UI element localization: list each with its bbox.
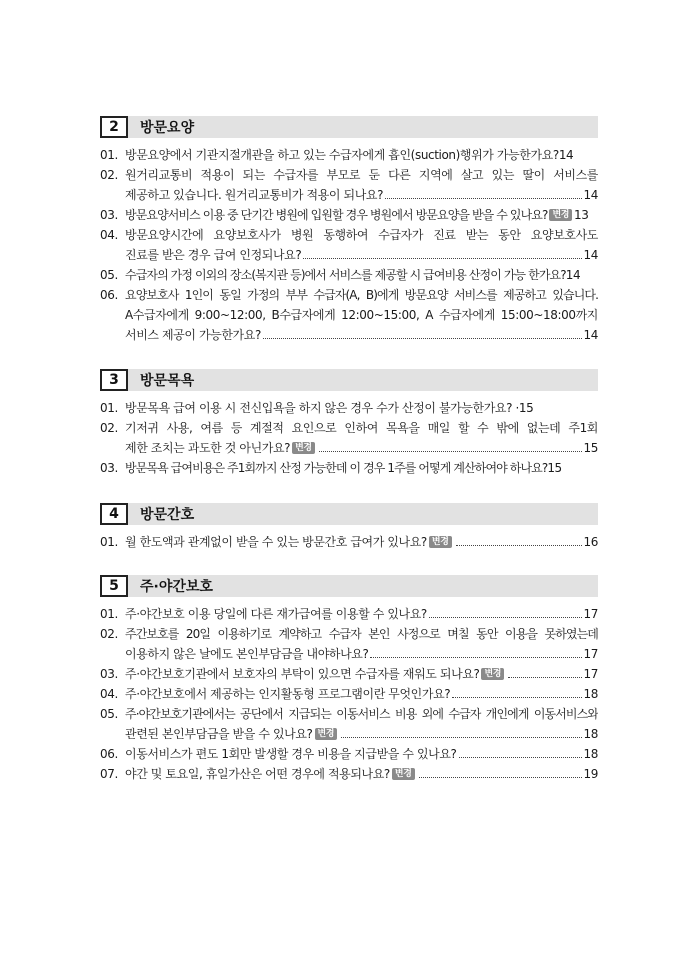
- toc-item-list: [100, 604, 598, 784]
- section-number: 2: [100, 116, 128, 138]
- toc-item-body: [125, 205, 598, 225]
- section-home-care: [100, 116, 598, 345]
- toc-item-text: 주간보호를 20일 이용하기로 계약하고 수급자 본인 사정으로 며칠 동안 이용을 못하였는데: [125, 627, 598, 641]
- dot-leader: [452, 696, 581, 698]
- toc-item-line: [125, 225, 598, 245]
- toc-item[interactable]: [100, 418, 598, 458]
- toc-item-body: [125, 418, 598, 458]
- toc-item-line: [125, 418, 598, 438]
- changed-badge: 변경: [429, 536, 452, 548]
- toc-item-text: 관련된 본인부담금을 받을 수 있나요?: [125, 727, 313, 741]
- toc-item-list: [100, 145, 598, 345]
- toc-item-line: [125, 145, 598, 165]
- toc-item-text: 주·야간보호기관에서는 공단에서 지급되는 이동서비스 비용 외에 수급자 개인에게 이동서비스와: [125, 707, 598, 721]
- page-number: 15: [583, 441, 598, 455]
- toc-item-line: [125, 265, 598, 285]
- toc-item-body: [125, 165, 598, 205]
- toc-item-line: [125, 245, 598, 265]
- toc-item-text: 요양보호사 1인이 동일 가정의 부부 수급자(A, B)에게 방문요양 서비스를 제공하고 있습니다.: [125, 288, 598, 302]
- toc-item-text: 방문목욕 급여 이용 시 전신입욕을 하지 않은 경우 수가 산정이 불가능한가요? ·: [125, 401, 519, 415]
- toc-item-line: [125, 205, 598, 225]
- page-number: 16: [583, 535, 598, 549]
- toc-item-body: [125, 398, 598, 418]
- toc-item[interactable]: [100, 265, 598, 285]
- changed-badge: 변경: [481, 668, 504, 680]
- changed-badge: 변경: [315, 728, 338, 740]
- section-header: [100, 575, 598, 597]
- toc-item[interactable]: [100, 704, 598, 744]
- toc-item[interactable]: [100, 458, 598, 478]
- toc-item-line: [125, 664, 598, 684]
- changed-badge: 변경: [549, 209, 572, 221]
- page-number: 13: [574, 208, 589, 222]
- toc-item-text: 제한 조치는 과도한 것 아닌가요?: [125, 441, 291, 455]
- toc-item[interactable]: [100, 764, 598, 784]
- toc-item-text: 진료를 받은 경우 급여 인정되나요?: [125, 248, 302, 262]
- toc-item-text: 주·야간보호 이용 당일에 다른 재가급여를 이용할 수 있나요?: [125, 607, 427, 621]
- page-number: 14: [583, 188, 598, 202]
- toc-item-number: 01.: [100, 401, 118, 415]
- toc-item-text: 수급자의 가정 이외의 장소(복지관 등)에서 서비스를 제공할 시 급여비용 산정이 가능 한가요?: [125, 268, 566, 282]
- toc-item-number: 04.: [100, 228, 118, 242]
- dot-leader: [419, 776, 582, 778]
- changed-badge: 변경: [392, 768, 415, 780]
- page-number: 14: [565, 268, 581, 282]
- toc-item-body: [125, 285, 598, 345]
- toc-item-text: 제공하고 있습니다. 원거리교통비가 적용이 되나요?: [125, 188, 384, 202]
- toc-item-text: 이용하지 않은 날에도 본인부담금을 내야하나요?: [125, 647, 369, 661]
- toc-item-number: 01.: [100, 607, 118, 621]
- toc-item-number: 02.: [100, 421, 118, 435]
- toc-item-body: [125, 764, 598, 784]
- toc-item[interactable]: [100, 684, 598, 704]
- section-number: 4: [100, 503, 128, 525]
- toc-item-number: 03.: [100, 461, 118, 475]
- page-number: 14: [583, 248, 598, 262]
- page-number: 17: [583, 667, 598, 681]
- toc-item-line: [125, 438, 598, 458]
- toc-item-body: [125, 265, 598, 285]
- toc-item-line: [125, 704, 598, 724]
- toc-item[interactable]: [100, 744, 598, 764]
- toc-item-line: [125, 305, 598, 325]
- toc-item-number: 05.: [100, 268, 118, 282]
- toc-item-body: [125, 664, 598, 684]
- page-number: 17: [583, 647, 598, 661]
- section-title: 방문간호: [140, 507, 195, 523]
- section-home-nursing: [100, 503, 598, 552]
- toc-item-body: [125, 225, 598, 265]
- toc-item-list: [100, 398, 598, 478]
- toc-item-line: [125, 644, 598, 664]
- toc-item-text: 방문목욕 급여비용은 주1회까지 산정 가능한데 이 경우 1주를 어떻게 계산하여야 하나요?: [125, 461, 548, 475]
- toc-item-line: [125, 724, 598, 744]
- page-number: 18: [583, 687, 598, 701]
- section-title: 방문요양: [140, 120, 195, 136]
- toc-item-text: 방문요양에서 기관지절개관을 하고 있는 수급자에게 흡인(suction)행위가 가능한가요?: [125, 148, 559, 162]
- toc-item[interactable]: [100, 145, 598, 165]
- toc-item[interactable]: [100, 604, 598, 624]
- changed-badge: 변경: [292, 442, 315, 454]
- toc-item-line: [125, 604, 598, 624]
- toc-item[interactable]: [100, 225, 598, 265]
- toc-item-number: 04.: [100, 687, 118, 701]
- section-day-night-care: [100, 575, 598, 784]
- toc-item[interactable]: [100, 165, 598, 205]
- page-number: 15: [518, 401, 534, 415]
- toc-item[interactable]: [100, 398, 598, 418]
- toc-item[interactable]: [100, 532, 598, 552]
- toc-item-text: 기저귀 사용, 여름 등 계절적 요인으로 인하여 목욕을 매일 할 수 밖에 없는데 주1회: [125, 421, 598, 435]
- toc-item-body: [125, 458, 598, 478]
- toc-item-number: 02.: [100, 168, 118, 182]
- toc-item-line: [125, 165, 598, 185]
- toc-item-text: 주·야간보호에서 제공하는 인지활동형 프로그램이란 무엇인가요?: [125, 687, 451, 701]
- toc-item-line: [125, 325, 598, 345]
- toc-item[interactable]: [100, 624, 598, 664]
- toc-item-line: [125, 684, 598, 704]
- dot-leader: [429, 616, 582, 618]
- toc-item-line: [125, 532, 598, 552]
- toc-item[interactable]: [100, 664, 598, 684]
- dot-leader: [508, 676, 581, 678]
- toc-item-line: [125, 744, 598, 764]
- section-home-bathing: [100, 369, 598, 478]
- toc-item-line: [125, 764, 598, 784]
- toc-item-text: 방문요양시간에 요양보호사가 병원 동행하여 수급자가 진료 받는 동안 요양보호사도: [125, 228, 598, 242]
- toc-item-number: 01.: [100, 535, 118, 549]
- toc-item-text: 월 한도액과 관계없이 받을 수 있는 방문간호 급여가 있나요?: [125, 535, 427, 549]
- section-header: [100, 116, 598, 138]
- page-number: 18: [583, 727, 598, 741]
- toc-item-line: [125, 285, 598, 305]
- dot-leader: [456, 544, 582, 546]
- toc-item-number: 03.: [100, 667, 118, 681]
- toc-item-body: [125, 684, 598, 704]
- section-number: 5: [100, 575, 128, 597]
- dot-leader: [263, 337, 582, 339]
- page-number: 17: [583, 607, 598, 621]
- section-title: 방문목욕: [140, 373, 195, 389]
- section-header: [100, 369, 598, 391]
- toc-item-body: [125, 532, 598, 552]
- dot-leader: [459, 756, 582, 758]
- page-number: 18: [583, 747, 598, 761]
- toc-item-number: 06.: [100, 288, 118, 302]
- toc-item-body: [125, 145, 598, 165]
- toc-item-text: 원거리교통비 적용이 되는 수급자를 부모로 둔 다른 지역에 살고 있는 딸이 서비스를: [125, 168, 598, 182]
- toc-item-body: [125, 624, 598, 664]
- toc-item-text: A수급자에게 9:00~12:00, B수급자에게 12:00~15:00, A 수급자에게 15:00~18:00까지: [125, 308, 598, 322]
- section-title: 주·야간보호: [140, 579, 213, 595]
- toc-item-text: 야간 및 토요일, 휴일가산은 어떤 경우에 적용되나요?: [125, 767, 390, 781]
- toc-item-number: 03.: [100, 208, 118, 222]
- toc-item-text: 방문요양서비스 이용 중 단기간 병원에 입원할 경우 병원에서 방문요양을 받을 수 있나요?: [125, 208, 548, 222]
- page-number: 14: [583, 328, 598, 342]
- toc-item-number: 02.: [100, 627, 118, 641]
- toc-item-number: 05.: [100, 707, 118, 721]
- dot-leader: [319, 450, 582, 452]
- toc-item-text: 서비스 제공이 가능한가요?: [125, 328, 261, 342]
- toc-item-list: [100, 532, 598, 552]
- toc-item-number: 01.: [100, 148, 118, 162]
- toc-item-body: [125, 744, 598, 764]
- toc-item-line: [125, 624, 598, 644]
- toc-item-line: [125, 398, 598, 418]
- section-header: [100, 503, 598, 525]
- page-number: 19: [583, 767, 598, 781]
- toc-item[interactable]: [100, 285, 598, 345]
- page-number: 14: [558, 148, 574, 162]
- dot-leader: [370, 656, 581, 658]
- dot-leader: [385, 197, 581, 199]
- dot-leader: [303, 257, 581, 259]
- toc-item-body: [125, 704, 598, 744]
- page-number: 15: [547, 461, 562, 475]
- section-number: 3: [100, 369, 128, 391]
- toc-item-text: 주·야간보호기관에서 보호자의 부탁이 있으면 수급자를 재워도 되나요?: [125, 667, 480, 681]
- toc-item[interactable]: [100, 205, 598, 225]
- toc-item-line: [125, 185, 598, 205]
- toc-item-number: 06.: [100, 747, 118, 761]
- toc-item-text: 이동서비스가 편도 1회만 발생할 경우 비용을 지급받을 수 있나요?: [125, 747, 457, 761]
- toc-item-body: [125, 604, 598, 624]
- toc-item-line: [125, 458, 598, 478]
- dot-leader: [341, 736, 581, 738]
- toc-item-number: 07.: [100, 767, 118, 781]
